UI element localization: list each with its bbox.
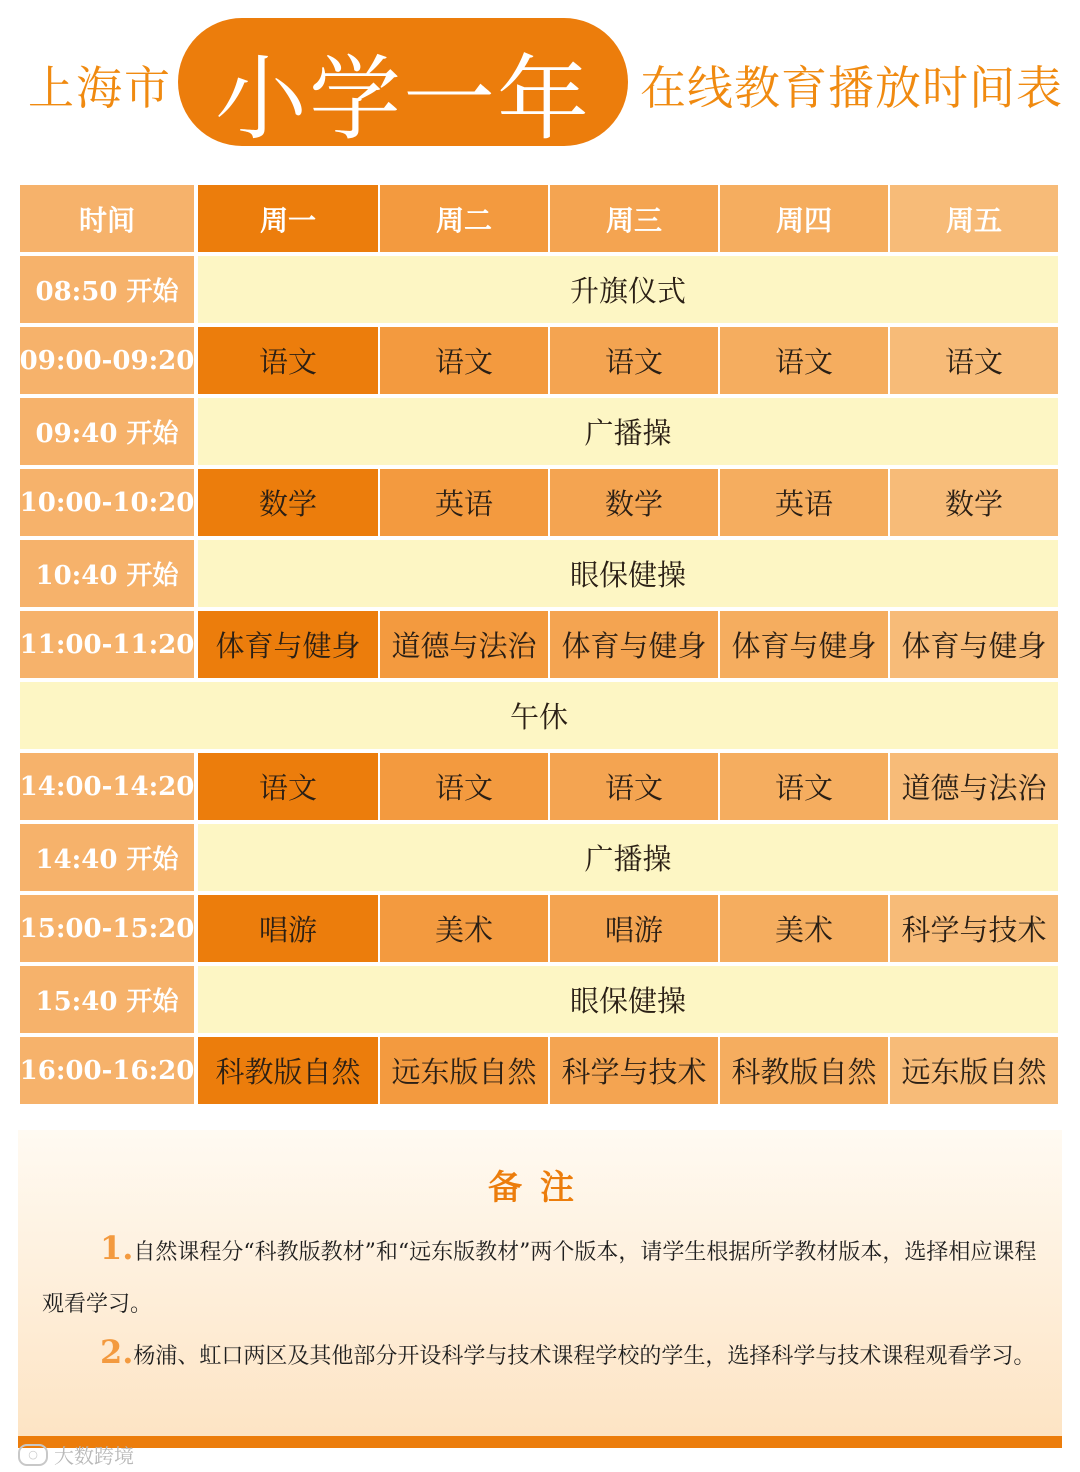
class-cell-tue: 英语: [380, 469, 548, 536]
page-title: 小学一年: [214, 46, 591, 153]
class-cell-wed: 体育与健身: [550, 611, 718, 678]
span-activity-cell: 眼保健操: [198, 540, 1058, 607]
class-cell-thu: 语文: [720, 753, 888, 820]
time-cell: 09:00-09:20: [20, 327, 194, 394]
class-cell-wed: 数学: [550, 469, 718, 536]
time-cell: 16:00-16:20: [20, 1037, 194, 1104]
note-number: 1.: [100, 1229, 134, 1267]
class-cell-mon: 语文: [198, 753, 378, 820]
span-activity-cell: 广播操: [198, 398, 1058, 465]
class-cell-thu: 英语: [720, 469, 888, 536]
class-cell-thu: 语文: [720, 327, 888, 394]
header-cell: 周五: [890, 185, 1058, 252]
class-cell-mon: 数学: [198, 469, 378, 536]
notes-panel: [18, 1130, 1062, 1436]
class-cell-fri: 远东版自然: [890, 1037, 1058, 1104]
class-cell-fri: 语文: [890, 327, 1058, 394]
time-cell: 10:40 开始: [20, 540, 194, 607]
full-span-cell: 午休: [20, 682, 1058, 749]
time-cell: 08:50 开始: [20, 256, 194, 323]
time-cell: 11:00-11:20: [20, 611, 194, 678]
note-item-2: [42, 1326, 1042, 1383]
time-cell: 14:40 开始: [20, 824, 194, 891]
watermark-logo-icon: ○: [18, 1444, 48, 1466]
class-cell-fri: 数学: [890, 469, 1058, 536]
class-cell-fri: 体育与健身: [890, 611, 1058, 678]
span-activity-cell: 升旗仪式: [198, 256, 1058, 323]
class-cell-fri: 道德与法治: [890, 753, 1058, 820]
note-item-1: [42, 1222, 1042, 1331]
time-cell: 14:00-14:20: [20, 753, 194, 820]
page-header: [0, 0, 1080, 160]
time-cell: 09:40 开始: [20, 398, 194, 465]
watermark-text: 大数跨境: [54, 1444, 134, 1468]
class-cell-thu: 美术: [720, 895, 888, 962]
header-cell: 周三: [550, 185, 718, 252]
bottom-accent-bar: [18, 1436, 1062, 1448]
span-activity-cell: 眼保健操: [198, 966, 1058, 1033]
span-activity-cell: 广播操: [198, 824, 1058, 891]
note-number: 2.: [100, 1333, 134, 1371]
title-suffix: 在线教育播放时间表: [640, 61, 1063, 115]
time-cell: 15:00-15:20: [20, 895, 194, 962]
class-cell-mon: 唱游: [198, 895, 378, 962]
class-cell-tue: 语文: [380, 753, 548, 820]
class-cell-mon: 体育与健身: [198, 611, 378, 678]
class-cell-thu: 科教版自然: [720, 1037, 888, 1104]
class-cell-tue: 语文: [380, 327, 548, 394]
class-cell-tue: 远东版自然: [380, 1037, 548, 1104]
header-cell: 周二: [380, 185, 548, 252]
notes-title: 备注: [488, 1168, 592, 1208]
time-cell: 15:40 开始: [20, 966, 194, 1033]
header-cell: 时间: [20, 185, 194, 252]
class-cell-fri: 科学与技术: [890, 895, 1058, 962]
header-cell: 周一: [198, 185, 378, 252]
class-cell-mon: 科教版自然: [198, 1037, 378, 1104]
class-cell-thu: 体育与健身: [720, 611, 888, 678]
time-cell: 10:00-10:20: [20, 469, 194, 536]
class-cell-mon: 语文: [198, 327, 378, 394]
class-cell-wed: 唱游: [550, 895, 718, 962]
class-cell-wed: 语文: [550, 753, 718, 820]
note-text: 自然课程分“科教版教材”和“远东版教材”两个版本，请学生根据所学教材版本，选择相应课程观看学习。: [42, 1240, 1037, 1317]
note-text: 杨浦、虹口两区及其他部分开设科学与技术课程学校的学生，选择科学与技术课程观看学习。: [133, 1344, 1036, 1369]
watermark: [18, 1440, 134, 1469]
header-cell: 周四: [720, 185, 888, 252]
class-cell-tue: 美术: [380, 895, 548, 962]
class-cell-wed: 语文: [550, 327, 718, 394]
class-cell-wed: 科学与技术: [550, 1037, 718, 1104]
title-prefix: 上海市: [28, 61, 172, 115]
title-pill: [178, 18, 628, 153]
class-cell-tue: 道德与法治: [380, 611, 548, 678]
